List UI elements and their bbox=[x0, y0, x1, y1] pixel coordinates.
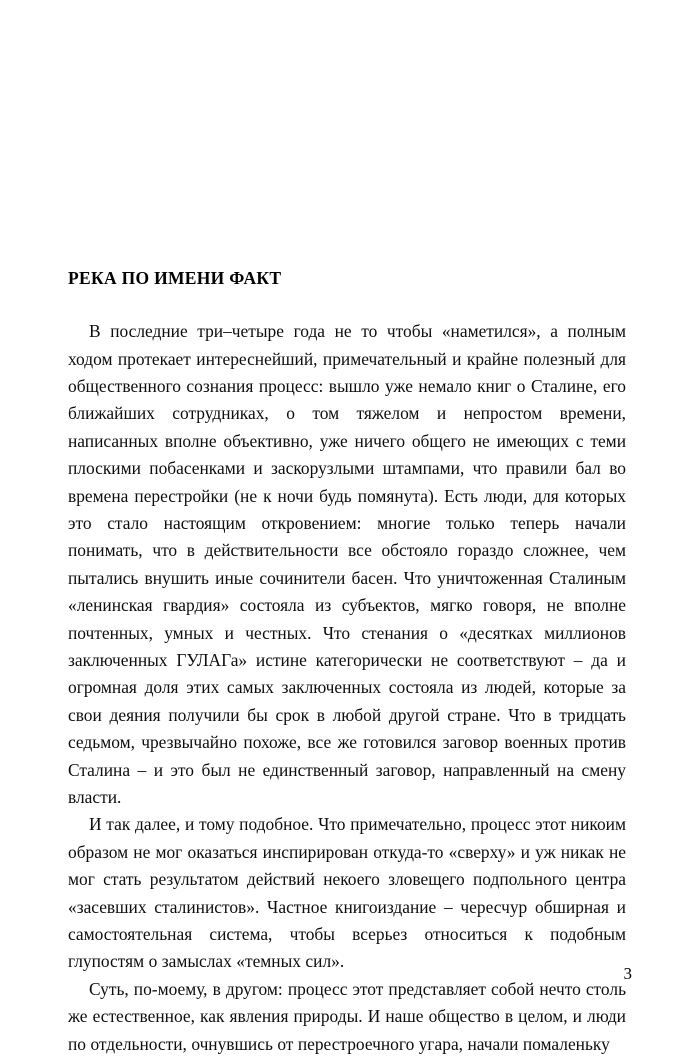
body-paragraph-1: В последние три–четыре года не то чтобы «наметился», а полным ходом протекает интереснейший, примечательный и крайне полезный для общественного сознания процесс: вышло уже немало книг о Сталине, его ближайших сотрудниках, о том тяжелом и непростом времени, написанных вполне объективно, уже ничего общего не имеющих с теми плоскими побасенками и заскорузлыми штампами, что правили бал во времена перестройки (не к ночи будь помянута). Есть люди, для которых это стало настоящим откровением: многие только теперь начали понимать, что в действительности все обстояло гораздо сложнее, чем пытались внушить иные сочинители басен. Что уничтоженная Сталиным «ленинская гвардия» состояла из субъектов, мягко говоря, не вполне почтенных, умных и честных. Что стенания о «десятках миллионов заключенных ГУЛАГа» истине категорически не соответствуют – да и огромная доля этих самых заключенных состояла из людей, которые за свои деяния получили бы срок в любой другой стране. Что в тридцать седьмом, чрезвычайно похоже, все же готовился заговор военных против Сталина – и это был не единственный заговор, направленный на смену власти. bbox=[68, 321, 626, 808]
chapter-title: РЕКА ПО ИМЕНИ ФАКТ bbox=[68, 268, 282, 288]
body-paragraph-3: Суть, по-моему, в другом: процесс этот представляет собой нечто столь же естественное, как явления природы. И наше общество в целом, и люди по отдельности, очнувшись от перестроечного угара, начали помаленьку bbox=[68, 978, 626, 1054]
body-paragraph-2: И так далее, и тому подобное. Что примечательно, процесс этот никоим образом не мог оказаться инспирирован откуда-то «сверху» и уж никак не мог стать результатом действий некоего зловещего подпольного центра «засевших сталинистов». Частное книгоиздание – чересчур обширная и самостоятельная система, чтобы всерьез относиться к подобным глупостям о замыслах «темных сил». bbox=[68, 814, 626, 972]
page-text-block bbox=[68, 268, 626, 1058]
page-number: 3 bbox=[623, 964, 632, 983]
